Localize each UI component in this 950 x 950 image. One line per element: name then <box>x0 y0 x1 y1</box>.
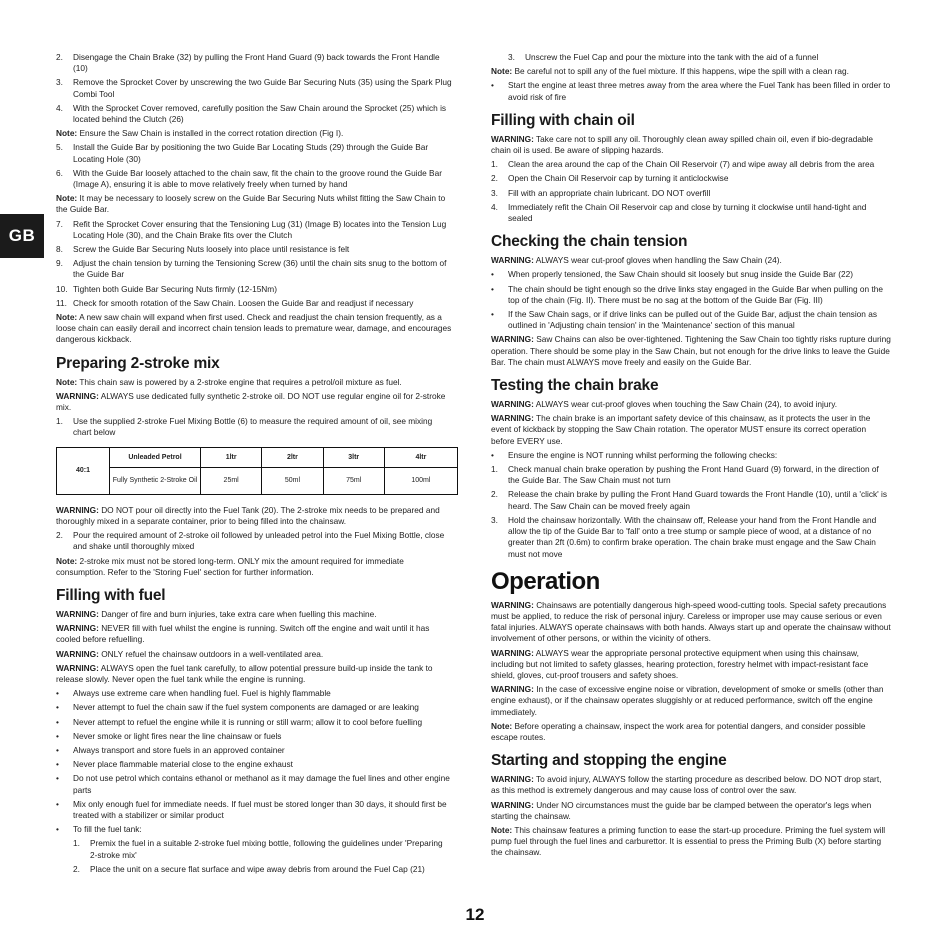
row-label: Unleaded Petrol <box>110 447 201 467</box>
note-paragraph: Note: Before operating a chainsaw, inspect the work area for potential dangers, and consider possible escape routes. <box>491 720 866 742</box>
bullet-item: • If the Saw Chain sags, or if drive links can be pulled out of the Guide Bar, adjust the chain tension as outlined in 'Adjusting chain tension' in the 'Maintenance' section of this manual <box>491 309 877 331</box>
section-heading-chain-oil: Filling with chain oil <box>491 111 635 129</box>
warning-paragraph: WARNING: Under NO circumstances must the guide bar be clamped between the operator's legs when starting the chainsaw. <box>491 799 872 821</box>
list-item: 9. Adjust the chain tension by turning the Tensioning Screw (36) until the chain sits snug to the bottom of the Guide Bar <box>56 258 447 280</box>
bullet-item: • Always transport and store fuels in an approved container <box>56 744 285 755</box>
warning-paragraph: WARNING: ALWAYS wear cut-proof gloves when touching the Saw Chain (24), to avoid injury. <box>491 399 838 410</box>
sub-list-item: 2. Place the unit on a secure flat surface and wipe away debris from around the Fuel Cap (21) <box>73 863 425 874</box>
bullet-item: • Ensure the engine is NOT running whilst performing the following checks: <box>491 449 778 460</box>
section-heading-starting-engine: Starting and stopping the engine <box>491 752 727 770</box>
warning-paragraph: WARNING: Chainsaws are potentially dangerous high-speed wood-cutting tools. Special safety precautions must be applied, to reduce the risk of personal injury. Careless or improper use may cause serious or even fatal injuries. ALWAYS operate chainsaws with both hands. Always start up and operate the chainsaw without involvement of other persons, or within the vicinity of others. <box>491 599 891 644</box>
ratio-cell: 40:1 <box>57 447 110 494</box>
list-item: 8. Screw the Guide Bar Securing Nuts loosely into place until resistance is felt <box>56 244 350 255</box>
bullet-item: • Always use extreme care when handling fuel. Fuel is highly flammable <box>56 688 331 699</box>
note-paragraph: Note: This chain saw is powered by a 2-stroke engine that requires a petrol/oil mixture as fuel. <box>56 376 402 387</box>
warning-paragraph: WARNING: ALWAYS use dedicated fully synthetic 2-stroke oil. DO NOT use regular engine oil for 2-stroke mix. <box>56 390 446 413</box>
warning-paragraph: WARNING: The chain brake is an important safety device of this chainsaw, as it protects the user in the event of kickback by stopping the Saw Chain rotation. The operator MUST ensure its correct operation before EVERY use. <box>491 413 871 446</box>
list-item: 7. Refit the Sprocket Cover ensuring that the Tensioning Lug (31) (Image B) locates into the Tension Lug Locating Hole (30), and the Chain Brake fits over the Clutch <box>56 218 447 240</box>
warning-paragraph: WARNING: DO NOT pour oil directly into the Fuel Tank (20). The 2-stroke mix needs to be prepared and thoroughly mixed in a separate container, prior to being filled into the chainsaw. <box>56 504 440 526</box>
section-heading-chain-brake: Testing the chain brake <box>491 377 659 395</box>
bullet-item: • Never place flammable material close to the engine exhaust <box>56 759 293 770</box>
bullet-item: • Do not use petrol which contains ethanol or methanol as it may damage the fuel lines and other engine parts <box>56 773 450 795</box>
table-row <box>57 467 458 494</box>
section-heading-2-stroke-mix: Preparing 2-stroke mix <box>56 354 220 372</box>
note-paragraph: Note: It may be necessary to loosely screw on the Guide Bar Securing Nuts whilst fitting the Saw Chain to the Guide Bar. <box>56 193 446 215</box>
warning-paragraph: WARNING: To avoid injury, ALWAYS follow the starting procedure as described below. DO NOT drop start, as this method is extremely dangerous and may cause loss of control over the saw. <box>491 774 882 796</box>
list-item: 3. Hold the chainsaw horizontally. With the chainsaw off, Release your hand from the Front Handle and allow the tip of the Guide Bar to 'fall' onto a tree stump or sample piece of wood, at a distance of no greater than 2ft (0.6m) to confirm brake operation. The chain brake must engage and the Saw Chain must not move <box>491 514 877 559</box>
list-item: 10. Tighten both Guide Bar Securing Nuts firmly (12-15Nm) <box>56 283 277 294</box>
bullet-item: • Never smoke or light fires near the line chainsaw or fuels <box>56 730 282 741</box>
warning-paragraph: WARNING: Saw Chains can also be over-tightened. Tightening the Saw Chain too tightly risks rupture during operation. There should be some play in the Saw Chain, but not enough for the drive links to leave the Guide Bar. The chain must ALWAYS move freely and easily on the Guide Bar. <box>491 334 891 367</box>
warning-paragraph: WARNING: In the case of excessive engine noise or vibration, development of smoke or smells (other than engine exhaust), or if the chainsaw operates sluggishly or at reduced performance, switch off the engine immediately. <box>491 684 884 717</box>
note-paragraph: Note: 2-stroke mix must not be stored long-term. ONLY mix the amount required for immediate consumption. Refer to the 'Storing Fuel' section for further information. <box>56 555 404 577</box>
row-label: Fully Synthetic 2-Stroke Oil <box>110 467 201 494</box>
warning-paragraph: WARNING: NEVER fill with fuel whilst the engine is running. Switch off the engine and wait until it has cooled before refuelling. <box>56 623 430 645</box>
table-cell: 50ml <box>262 467 323 494</box>
table-cell: 25ml <box>201 467 262 494</box>
warning-paragraph: WARNING: ONLY refuel the chainsaw outdoors in a well-ventilated area. <box>56 648 324 659</box>
left-column <box>56 52 452 878</box>
right-column <box>491 52 891 862</box>
list-item: 1. Check manual chain brake operation by pushing the Front Hand Guard (9) forward, in the direction of the Guide Bar. The Saw Chain must not turn <box>491 464 879 486</box>
list-item: 2. Open the Chain Oil Reservoir cap by turning it anticlockwise <box>491 173 729 184</box>
page-number: 12 <box>465 905 485 924</box>
list-item: 3. Remove the Sprocket Cover by unscrewing the two Guide Bar Securing Nuts (35) using the Spark Plug Combi Tool <box>56 77 452 99</box>
table-cell: 3ltr <box>323 447 384 467</box>
note-paragraph: Note: Be careful not to spill any of the fuel mixture. If this happens, wipe the spill with a clean rag. <box>491 66 849 77</box>
section-heading-filling-fuel: Filling with fuel <box>56 586 166 604</box>
list-item: 2. Disengage the Chain Brake (32) by pulling the Front Hand Guard (9) back towards the Front Handle (10) <box>56 52 440 74</box>
warning-paragraph: WARNING: ALWAYS wear the appropriate personal protective equipment when using this chainsaw, including but not limited to safety glasses, hearing protection, forestry helmet with impact-resistant face shield, gloves, cut-proof trousers and safety shoes. <box>491 647 869 680</box>
list-item: 6. With the Guide Bar loosely attached to the chain saw, fit the chain to the groove round the Guide Bar (Image A), ensuring it is able to move relatively freely when turned by hand <box>56 167 442 190</box>
bullet-item: • The chain should be tight enough so the drive links stay engaged in the Guide Bar when pulling on the top of the chain (Fig. II). There must be no sag at the bottom of the Guide Bar (Fig. III) <box>491 283 883 305</box>
warning-paragraph: WARNING: ALWAYS open the fuel tank carefully, to allow potential pressure build-up inside the tank to release slowly. Never open the fuel tank while the engine is running. <box>56 662 433 684</box>
list-item: 11. Check for smooth rotation of the Saw Chain. Loosen the Guide Bar and readjust if necessary <box>56 297 414 308</box>
warning-paragraph: WARNING: Danger of fire and burn injuries, take extra care when fuelling this machine. <box>56 608 377 619</box>
table-cell: 2ltr <box>262 447 323 467</box>
warning-paragraph: WARNING: Take care not to spill any oil. Thoroughly clean away spilled chain oil, even if bio-degradable chain oil is used. Be aware of slipping hazards. <box>491 133 874 156</box>
section-heading-operation: Operation <box>491 567 600 595</box>
table-cell: 100ml <box>384 467 457 494</box>
list-item: 1. Clean the area around the cap of the Chain Oil Reservoir (7) and wipe away all debris from the area <box>491 159 875 170</box>
table-cell: 4ltr <box>384 447 457 467</box>
bullet-item: • When properly tensioned, the Saw Chain should sit loosely but snug inside the Guide Bar (22) <box>491 269 853 280</box>
sub-list-item: 3. Unscrew the Fuel Cap and pour the mixture into the tank with the aid of a funnel <box>508 52 819 62</box>
list-item: 3. Fill with an appropriate chain lubricant. DO NOT overfill <box>491 187 711 198</box>
bullet-item: • Never attempt to refuel the engine while it is running or still warm; allow it to cool before fuelling <box>56 716 423 727</box>
bullet-item: • Mix only enough fuel for immediate needs. If fuel must be stored longer than 30 days, it should first be treated with a stabilizer or similar product <box>56 798 447 820</box>
note-paragraph: Note: Ensure the Saw Chain is installed in the correct rotation direction (Fig I). <box>56 128 344 139</box>
bullet-item: • Start the engine at least three metres away from the area where the Fuel Tank has been filled in order to avoid risk of fire <box>491 80 891 102</box>
list-item: 4. With the Sprocket Cover removed, carefully position the Saw Chain around the Sprocket (25) which is located behind the Clutch (26) <box>56 102 447 125</box>
list-item: 1. Use the supplied 2-stroke Fuel Mixing Bottle (6) to measure the required amount of oil, see mixing chart below <box>56 416 433 438</box>
list-item: 4. Immediately refit the Chain Oil Reservoir cap and close by turning it clockwise until hand-tight and sealed <box>491 201 867 224</box>
bullet-item: • Never attempt to fuel the chain saw if the fuel system components are damaged or are leaking <box>56 702 419 713</box>
note-paragraph: Note: A new saw chain will expand when first used. Check and readjust the chain tension frequently, as a loose chain can easily derail and incorrect chain tension leads to premature wear, damage, and encourages dangerous kickback. <box>56 312 452 345</box>
language-tab-gb: GB <box>0 214 44 258</box>
sub-list-item: 1. Premix the fuel in a suitable 2-stroke fuel mixing bottle, following the guidelines under 'Preparing 2-stroke mix' <box>73 838 443 860</box>
section-heading-chain-tension: Checking the chain tension <box>491 233 688 251</box>
bullet-item: • To fill the fuel tank: <box>56 824 142 835</box>
table-cell: 75ml <box>323 467 384 494</box>
warning-paragraph: WARNING: ALWAYS wear cut-proof gloves when handling the Saw Chain (24). <box>491 255 782 266</box>
note-paragraph: Note: This chainsaw features a priming function to ease the start-up procedure. Priming the fuel system will pump fuel through the fuel lines and carburettor. It is essential to press the Priming Bulb (X) before starting the chainsaw. <box>491 824 886 858</box>
mixing-chart-table <box>56 447 458 495</box>
table-cell: 1ltr <box>201 447 262 467</box>
table-row <box>57 447 458 467</box>
list-item: 2. Release the chain brake by pulling the Front Hand Guard towards the Front Handle (10), until a 'click' is heard. The Saw Chain can be moved freely again <box>491 489 888 511</box>
list-item: 2. Pour the required amount of 2-stroke oil followed by unleaded petrol into the Fuel Mixing Bottle, close and shake until thoroughly mixed <box>56 530 445 552</box>
list-item: 5. Install the Guide Bar by positioning the two Guide Bar Locating Studs (29) through the Guide Bar Locating Hole (30) <box>56 142 429 164</box>
